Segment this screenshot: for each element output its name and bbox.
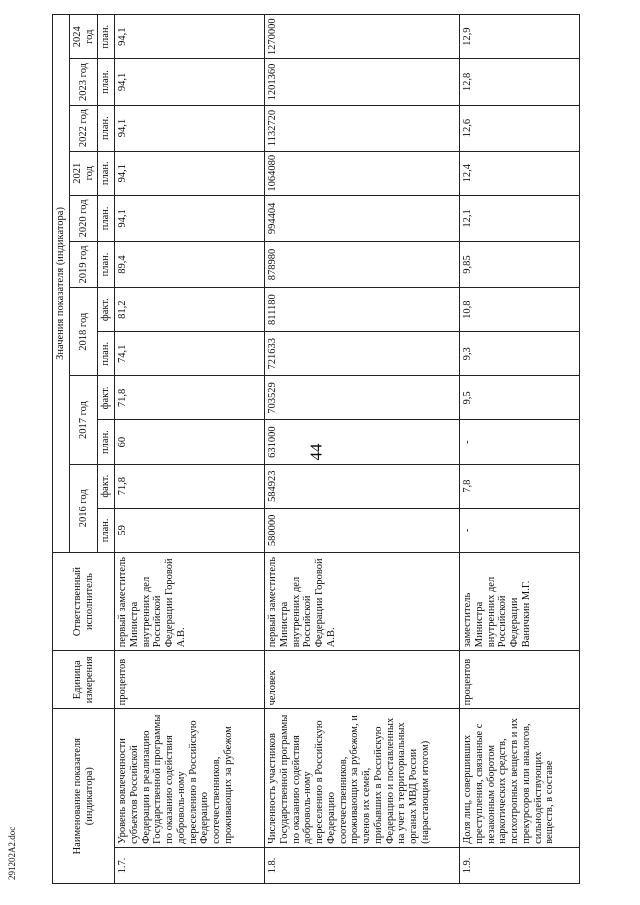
value-cell: 74,1 (115, 332, 265, 376)
indicator-unit: человек (265, 651, 460, 709)
indicator-name: Доля лиц, совершивших преступления, связанные с незаконным оборотом наркотических средств, психотропных веществ и их прекурсоров или аналогов, сильнодействующих веществ, в составе (460, 709, 580, 847)
sub-plan: план. (98, 151, 115, 195)
value-cell: 1132720 (265, 105, 460, 151)
value-cell: - (460, 508, 580, 552)
header-year-2020: 2020 год (69, 195, 98, 241)
sub-plan: план. (98, 508, 115, 552)
value-cell: 12,1 (460, 195, 580, 241)
header-values: Значения показателя (индикатора) (53, 15, 70, 553)
sub-fact: факт. (98, 464, 115, 508)
row-number: 1.9. (460, 847, 580, 883)
value-cell: 9,5 (460, 376, 580, 420)
value-cell: 631000 (265, 420, 460, 464)
sub-plan: план. (98, 332, 115, 376)
indicator-unit: процентов (460, 651, 580, 709)
sub-plan: план. (98, 105, 115, 151)
header-year-2019: 2019 год (69, 241, 98, 287)
value-cell: 10,8 (460, 288, 580, 332)
value-cell: 81,2 (115, 288, 265, 332)
header-unit: Единица измерения (53, 651, 115, 709)
value-cell: 584923 (265, 464, 460, 508)
table-row (460, 15, 580, 884)
sub-plan: план. (98, 420, 115, 464)
value-cell: 94,1 (115, 59, 265, 105)
value-cell: 71,8 (115, 376, 265, 420)
indicator-responsible: первый заместитель Министра внутренних дел Российской Федерации Горовой А.В. (115, 552, 265, 650)
header-year-2023: 2023 год (69, 59, 98, 105)
sub-fact: факт. (98, 376, 115, 420)
indicator-responsible: заместитель Министра внутренних дел Российской Федерации Ваничкин М.Г. (460, 552, 580, 650)
value-cell: 12,6 (460, 105, 580, 151)
footer-filename: 291202A2.doc (7, 826, 17, 880)
value-cell: 9,3 (460, 332, 580, 376)
header-year-2021: 2021 год (69, 151, 98, 195)
header-responsible: Ответственный исполнитель (53, 552, 115, 650)
value-cell: 1270000 (265, 15, 460, 59)
value-cell: 59 (115, 508, 265, 552)
table-row (265, 15, 460, 884)
indicator-name: Уровень вовлеченности субъектов Российской Федерации в реализацию Государственной программы по оказанию содействия доброволь-ному переселению в Российскую Федерацию соотечественников, проживающих за рубежом (115, 709, 265, 847)
value-cell: 60 (115, 420, 265, 464)
value-cell: 1201360 (265, 59, 460, 105)
value-cell: 94,1 (115, 105, 265, 151)
table-row (115, 15, 265, 884)
indicator-unit: процентов (115, 651, 265, 709)
rotated-table-container (52, 14, 632, 884)
value-cell: 7,8 (460, 464, 580, 508)
sub-plan: план. (98, 59, 115, 105)
indicator-name: Численность участников Государственной программы по оказанию содействия доброволь-ному переселению в Российскую Федерацию соотечественников, проживающих за рубежом, и членов их семей, прибывших в Российскую Федерацию и поставленных на учет в территориальных органах МВД России (нарастающим итогом) (265, 709, 460, 847)
value-cell: 12,8 (460, 59, 580, 105)
row-number: 1.7. (115, 847, 265, 883)
header-name: Наименование показателя (индикатора) (53, 709, 115, 884)
header-year-2024: 2024 год (69, 15, 98, 59)
value-cell: 878980 (265, 241, 460, 287)
value-cell: 580000 (265, 508, 460, 552)
value-cell: 703529 (265, 376, 460, 420)
sub-plan: план. (98, 195, 115, 241)
value-cell: 89,4 (115, 241, 265, 287)
value-cell: 12,4 (460, 151, 580, 195)
header-year-2016: 2016 год (69, 464, 98, 552)
value-cell: 94,1 (115, 151, 265, 195)
page-number: 44 (306, 443, 326, 461)
value-cell: 1064080 (265, 151, 460, 195)
value-cell: 94,1 (115, 15, 265, 59)
value-cell: 721633 (265, 332, 460, 376)
header-year-2018: 2018 год (69, 288, 98, 376)
value-cell: - (460, 420, 580, 464)
sub-fact: факт. (98, 288, 115, 332)
value-cell: 994404 (265, 195, 460, 241)
sub-plan: план. (98, 241, 115, 287)
value-cell: 811180 (265, 288, 460, 332)
header-year-2017: 2017 год (69, 376, 98, 464)
value-cell: 9,85 (460, 241, 580, 287)
header-year-2022: 2022 год (69, 105, 98, 151)
indicators-table (52, 14, 580, 884)
value-cell: 94,1 (115, 195, 265, 241)
value-cell: 71,8 (115, 464, 265, 508)
row-number: 1.8. (265, 847, 460, 883)
value-cell: 12,9 (460, 15, 580, 59)
sub-plan: план. (98, 15, 115, 59)
indicator-responsible: первый заместитель Министра внутренних дел Российской Федерации Горовой А.В. (265, 552, 460, 650)
